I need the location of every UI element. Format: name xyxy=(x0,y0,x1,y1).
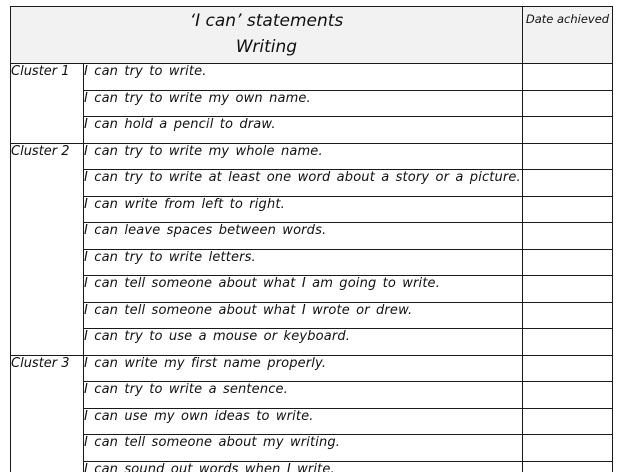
i-can-statements-table xyxy=(10,6,613,472)
date-achieved-cell[interactable] xyxy=(523,408,613,435)
cluster-label: Cluster 2 xyxy=(11,143,84,355)
table-row xyxy=(11,276,613,303)
table-row xyxy=(11,90,613,117)
table-row xyxy=(11,382,613,409)
table-row xyxy=(11,117,613,144)
date-achieved-cell[interactable] xyxy=(523,382,613,409)
table-row xyxy=(11,461,613,472)
date-achieved-cell[interactable] xyxy=(523,117,613,144)
i-can-statement: I can use my own ideas to write. xyxy=(84,408,523,435)
i-can-statement: I can tell someone about what I wrote or drew. xyxy=(84,302,523,329)
date-achieved-cell[interactable] xyxy=(523,276,613,303)
i-can-statement: I can write my first name properly. xyxy=(84,355,523,382)
cluster-label: Cluster 3 xyxy=(11,355,84,472)
table-row xyxy=(11,143,613,170)
date-achieved-cell[interactable] xyxy=(523,461,613,472)
date-achieved-label: Date achieved xyxy=(525,12,610,26)
i-can-statement: I can tell someone about my writing. xyxy=(84,435,523,462)
i-can-statement: I can try to write my own name. xyxy=(84,90,523,117)
i-can-statement: I can try to write at least one word about a story or a picture. xyxy=(84,170,523,197)
i-can-statement: I can try to write. xyxy=(84,64,523,91)
table-row xyxy=(11,64,613,91)
date-achieved-cell[interactable] xyxy=(523,170,613,197)
table-title-cell xyxy=(11,7,523,64)
i-can-statement: I can try to write my whole name. xyxy=(84,143,523,170)
table-header-row xyxy=(11,7,613,64)
date-achieved-cell[interactable] xyxy=(523,435,613,462)
i-can-statement: I can sound out words when I write. xyxy=(84,461,523,472)
cluster-label: Cluster 1 xyxy=(11,64,84,144)
i-can-statement: I can leave spaces between words. xyxy=(84,223,523,250)
table-row xyxy=(11,249,613,276)
date-achieved-cell[interactable] xyxy=(523,143,613,170)
date-achieved-cell[interactable] xyxy=(523,196,613,223)
table-title: ‘I can’ statements xyxy=(189,11,344,31)
date-achieved-cell[interactable] xyxy=(523,64,613,91)
i-can-statement: I can try to use a mouse or keyboard. xyxy=(84,329,523,356)
date-achieved-cell[interactable] xyxy=(523,329,613,356)
table-row xyxy=(11,408,613,435)
table-row xyxy=(11,196,613,223)
i-can-statement: I can try to write letters. xyxy=(84,249,523,276)
table-row xyxy=(11,355,613,382)
table-row xyxy=(11,223,613,250)
table-body xyxy=(11,64,613,472)
date-achieved-cell[interactable] xyxy=(523,302,613,329)
table-row xyxy=(11,329,613,356)
table-row xyxy=(11,435,613,462)
date-achieved-cell[interactable] xyxy=(523,355,613,382)
i-can-statement: I can tell someone about what I am going to write. xyxy=(84,276,523,303)
i-can-statement: I can write from left to right. xyxy=(84,196,523,223)
i-can-statement: I can hold a pencil to draw. xyxy=(84,117,523,144)
date-achieved-cell[interactable] xyxy=(523,90,613,117)
date-achieved-cell[interactable] xyxy=(523,223,613,250)
table-row xyxy=(11,170,613,197)
table-subtitle: Writing xyxy=(235,37,298,57)
date-achieved-header xyxy=(523,7,613,64)
date-achieved-cell[interactable] xyxy=(523,249,613,276)
i-can-statement: I can try to write a sentence. xyxy=(84,382,523,409)
table-row xyxy=(11,302,613,329)
